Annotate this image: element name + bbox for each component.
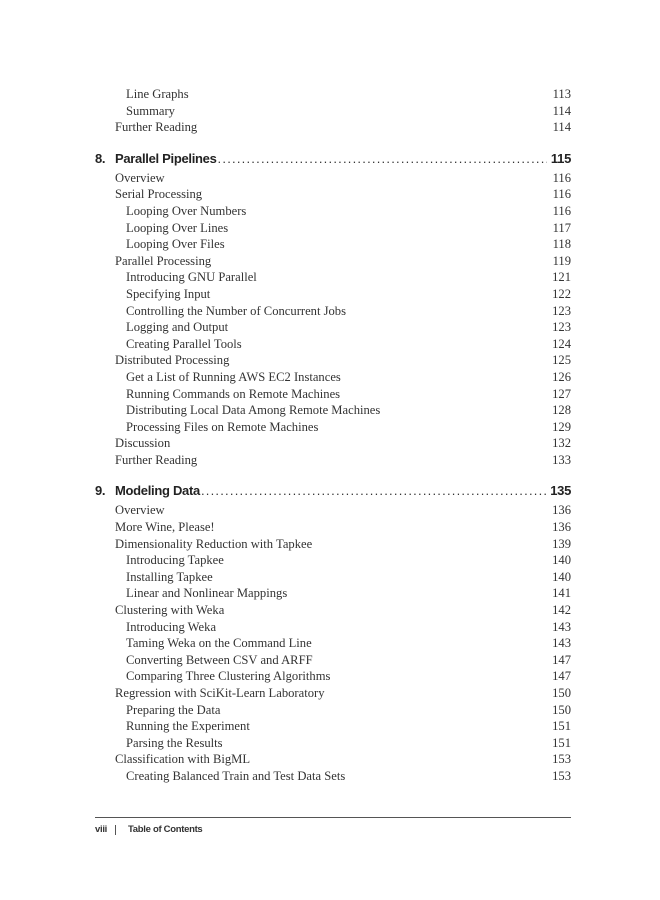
- entry-page-number: 143: [552, 619, 571, 634]
- entry-page-number: 128: [552, 403, 571, 418]
- entry-page-number: 117: [552, 220, 571, 235]
- toc-subsection-entry[interactable]: [95, 86, 571, 103]
- entry-page-number: 132: [552, 436, 571, 451]
- entry-title: More Wine, Please!: [115, 520, 215, 535]
- toc-subsection-entry[interactable]: [95, 319, 571, 336]
- entry-title: Parallel Processing: [115, 253, 212, 268]
- toc-subsection-entry[interactable]: [95, 220, 571, 237]
- entry-title: Specifying Input: [126, 286, 211, 301]
- entry-title: Line Graphs: [126, 87, 189, 101]
- toc-subsection-entry[interactable]: [95, 635, 571, 652]
- entry-title: Further Reading: [115, 120, 198, 135]
- toc-subsection-entry[interactable]: [95, 303, 571, 320]
- entry-page-number: 122: [552, 286, 571, 301]
- dot-leader: [201, 481, 546, 501]
- entry-page-number: 140: [552, 553, 571, 568]
- toc-subsection-entry[interactable]: [95, 585, 571, 602]
- page-footer: [95, 817, 571, 835]
- entry-page-number: 150: [552, 686, 571, 700]
- entry-title: Summary: [126, 103, 175, 118]
- entry-page-number: 124: [552, 336, 571, 351]
- table-of-contents: [95, 86, 571, 785]
- toc-section-entry[interactable]: [95, 602, 571, 619]
- entry-page-number: 142: [552, 603, 571, 618]
- toc-subsection-entry[interactable]: [95, 569, 571, 586]
- entry-title: Running Commands on Remote Machines: [126, 386, 341, 401]
- toc-subsection-entry[interactable]: [95, 269, 571, 286]
- toc-subsection-entry[interactable]: [95, 552, 571, 569]
- entry-page-number: 136: [552, 520, 571, 535]
- chapter-page-number: 135: [550, 483, 571, 499]
- toc-section-entry[interactable]: [95, 186, 571, 203]
- toc-section-entry[interactable]: [95, 253, 571, 270]
- toc-section-entry[interactable]: [95, 502, 571, 519]
- chapter-number: 8.: [95, 150, 106, 166]
- entry-title: Introducing Weka: [126, 619, 217, 634]
- entry-title: Distributed Processing: [115, 353, 230, 368]
- entry-title: Discussion: [115, 436, 171, 451]
- toc-subsection-entry[interactable]: [95, 386, 571, 403]
- entry-page-number: 139: [552, 536, 571, 551]
- entry-page-number: 136: [552, 503, 571, 518]
- entry-title: Running the Experiment: [126, 719, 250, 734]
- entry-title: Further Reading: [115, 452, 198, 467]
- dot-leader: [218, 149, 547, 169]
- toc-subsection-entry[interactable]: [95, 619, 571, 636]
- toc-subsection-entry[interactable]: [95, 203, 571, 220]
- running-title: Table of Contents: [128, 824, 203, 835]
- toc-section-entry[interactable]: [95, 170, 571, 187]
- entry-title: Overview: [115, 503, 165, 518]
- toc-chapter-entry[interactable]: [95, 481, 571, 501]
- entry-title: Looping Over Files: [126, 237, 225, 252]
- toc-section-entry[interactable]: [95, 519, 571, 536]
- entry-title: Overview: [115, 170, 165, 185]
- entry-page-number: 113: [552, 87, 571, 101]
- toc-subsection-entry[interactable]: [95, 735, 571, 752]
- toc-subsection-entry[interactable]: [95, 286, 571, 303]
- entry-title: Parsing the Results: [126, 735, 223, 750]
- entry-page-number: 116: [552, 170, 571, 185]
- toc-subsection-entry[interactable]: [95, 336, 571, 353]
- entry-page-number: 114: [552, 120, 571, 135]
- toc-section-entry[interactable]: [95, 452, 571, 469]
- entry-title: Preparing the Data: [126, 702, 221, 717]
- entry-page-number: 150: [552, 702, 571, 717]
- toc-section-entry[interactable]: [95, 751, 571, 768]
- entry-title: Controlling the Number of Concurrent Jobs: [126, 303, 347, 318]
- entry-page-number: 151: [552, 735, 571, 750]
- page-folio: viii: [95, 824, 108, 835]
- chapter-title: Parallel Pipelines: [115, 150, 217, 166]
- entry-title: Creating Parallel Tools: [126, 336, 242, 351]
- toc-subsection-entry[interactable]: [95, 402, 571, 419]
- chapter-number: 9.: [95, 483, 106, 499]
- chapter-title: Modeling Data: [115, 483, 200, 499]
- entry-title: Comparing Three Clustering Algorithms: [126, 669, 331, 684]
- footer-rule: [95, 817, 571, 818]
- entry-title: Creating Balanced Train and Test Data Sets: [126, 768, 346, 783]
- toc-subsection-entry[interactable]: [95, 652, 571, 669]
- entry-page-number: 125: [552, 353, 571, 368]
- entry-title: Installing Tapkee: [126, 569, 213, 584]
- toc-section-entry[interactable]: [95, 352, 571, 369]
- entry-title: Dimensionality Reduction with Tapkee: [115, 536, 313, 551]
- entry-title: Looping Over Lines: [126, 220, 229, 235]
- toc-section-entry[interactable]: [95, 119, 571, 136]
- entry-page-number: 127: [552, 386, 571, 401]
- toc-subsection-entry[interactable]: [95, 768, 571, 785]
- entry-page-number: 119: [552, 253, 571, 268]
- entry-title: Classification with BigML: [115, 752, 251, 767]
- entry-title: Taming Weka on the Command Line: [126, 636, 312, 651]
- entry-page-number: 121: [552, 270, 571, 285]
- entry-page-number: 129: [552, 419, 571, 434]
- entry-page-number: 114: [552, 103, 571, 118]
- entry-title: Get a List of Running AWS EC2 Instances: [126, 369, 341, 384]
- toc-subsection-entry[interactable]: [95, 668, 571, 685]
- entry-title: Serial Processing: [115, 187, 203, 202]
- entry-page-number: 153: [552, 752, 571, 767]
- entry-page-number: 133: [552, 452, 571, 467]
- entry-title: Clustering with Weka: [115, 603, 225, 618]
- entry-title: Linear and Nonlinear Mappings: [126, 586, 288, 601]
- entry-title: Looping Over Numbers: [126, 203, 247, 218]
- entry-page-number: 116: [552, 187, 571, 202]
- entry-page-number: 147: [552, 652, 571, 667]
- entry-page-number: 116: [552, 203, 571, 218]
- entry-title: Introducing GNU Parallel: [126, 270, 257, 285]
- toc-subsection-entry[interactable]: [95, 236, 571, 253]
- toc-subsection-entry[interactable]: [95, 419, 571, 436]
- entry-title: Converting Between CSV and ARFF: [126, 652, 313, 667]
- entry-page-number: 141: [552, 586, 571, 601]
- entry-page-number: 118: [552, 237, 571, 252]
- toc-subsection-entry[interactable]: [95, 369, 571, 386]
- toc-section-entry[interactable]: [95, 685, 571, 702]
- toc-chapter-entry[interactable]: [95, 149, 571, 169]
- entry-title: Logging and Output: [126, 320, 229, 335]
- toc-section-entry[interactable]: [95, 435, 571, 452]
- toc-subsection-entry[interactable]: [95, 718, 571, 735]
- entry-page-number: 140: [552, 569, 571, 584]
- entry-title: Processing Files on Remote Machines: [126, 419, 319, 434]
- entry-page-number: 126: [552, 369, 571, 384]
- entry-title: Distributing Local Data Among Remote Machines: [126, 403, 381, 418]
- toc-section-entry[interactable]: [95, 536, 571, 553]
- entry-page-number: 147: [552, 669, 571, 684]
- toc-subsection-entry[interactable]: [95, 103, 571, 120]
- toc-subsection-entry[interactable]: [95, 702, 571, 719]
- footer-separator: [115, 825, 116, 835]
- entry-page-number: 123: [552, 320, 571, 335]
- chapter-page-number: 115: [550, 150, 571, 166]
- entry-page-number: 123: [552, 303, 571, 318]
- entry-page-number: 151: [552, 719, 571, 734]
- entry-title: Regression with SciKit-Learn Laboratory: [115, 686, 325, 700]
- entry-title: Introducing Tapkee: [126, 553, 224, 568]
- entry-page-number: 153: [552, 768, 571, 783]
- entry-page-number: 143: [552, 636, 571, 651]
